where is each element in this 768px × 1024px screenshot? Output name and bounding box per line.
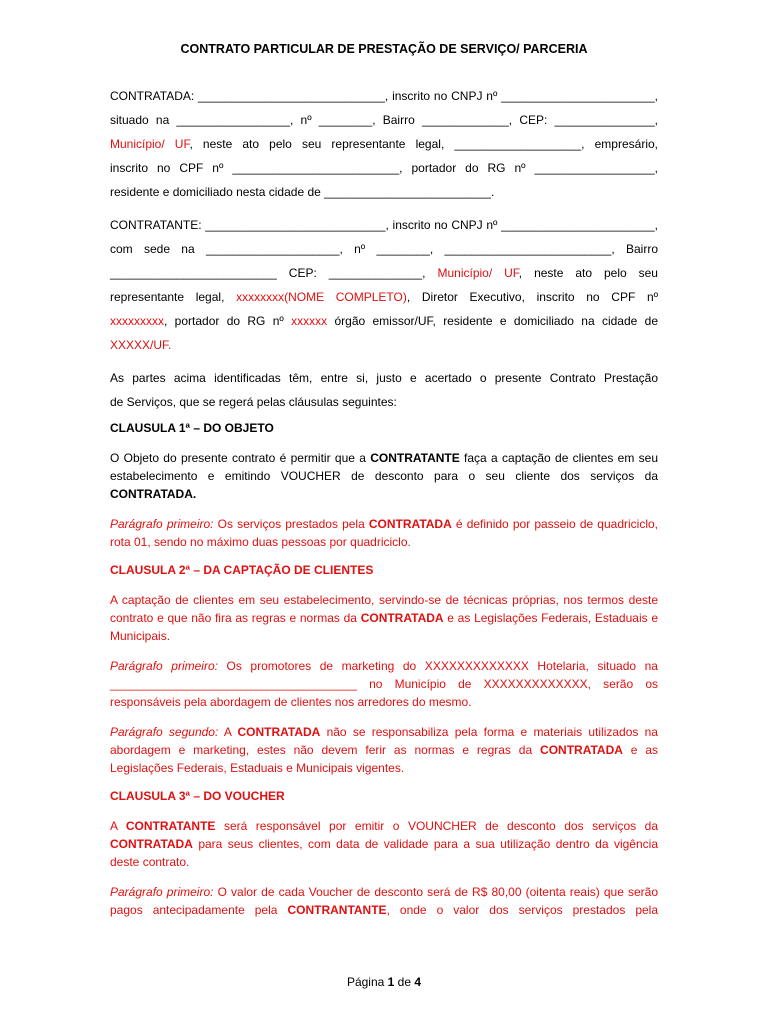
clause-2-par2-label: Parágrafo segundo: — [110, 725, 219, 739]
page-number-middle: de — [394, 975, 415, 989]
contratante-line-5 — [110, 309, 658, 333]
clause-1-paragraph — [110, 449, 658, 503]
clause-3-text-c: será responsável por emitir o VOUNCHER de desconto dos serviços da — [215, 819, 658, 833]
clause-3-par1-label: Parágrafo primeiro: — [110, 885, 214, 899]
clause-1-text-c: faça a captação de clientes em seu estabelecimento e emitindo VOUCHER de desconto para o seu cliente dos serviços da — [110, 451, 658, 483]
contratante-line-3-a: _________________________ CEP: ______________, — [110, 266, 438, 280]
document-body — [110, 84, 658, 919]
contratante-line-6 — [110, 333, 658, 357]
contratada-block — [110, 84, 658, 204]
intro-line-1: As partes acima identificadas têm, entre si, justo e acertado o presente Contrato Prestação — [110, 371, 658, 385]
contratante-rg: xxxxxx — [291, 314, 328, 328]
clause-3-text-e: para seus clientes, com data de validade para a sua utilização dentro da vigência deste contrato. — [110, 837, 658, 869]
clause-3-par1-contrantante: CONTRANTANTE — [287, 903, 387, 917]
clause-1-par1-a: Os serviços prestados pela — [213, 517, 369, 531]
contratante-nome: xxxxxxxx(NOME COMPLETO) — [236, 290, 407, 304]
contratante-line-3 — [110, 261, 658, 285]
clause-3-par1-c: , onde o valor dos serviços prestados pela — [386, 903, 659, 917]
contratante-cpf: xxxxxxxxx — [110, 314, 164, 328]
clause-2-text-a: A captação de clientes em seu estabelecimento, servindo-se de técnicas próprias, nos termos deste contrato e que não fira as regras e normas da — [110, 593, 658, 625]
intro-line-2: de Serviços, que se regerá pelas cláusulas seguintes: — [110, 395, 397, 409]
contratante-line-4-a: representante legal, — [110, 290, 237, 304]
clause-1-par1-c: é definido por passeio de quadriciclo, rota 01, sendo no máximo duas pessoas por quadriciclo. — [110, 517, 658, 549]
clause-2-heading: CLAUSULA 2ª – DA CAPTAÇÃO DE CLIENTES — [110, 563, 374, 577]
clause-3-paragraph — [110, 817, 658, 871]
clause-2-par2-e: e as Legislações Federais, Estaduais e Municipais vigentes. — [110, 743, 659, 775]
page-number-current: 1 — [387, 975, 395, 989]
contratada-line-2: situado na _________________, nº ________, Bairro _____________, CEP: _______________, — [110, 113, 658, 127]
document-title: CONTRATO PARTICULAR DE PRESTAÇÃO DE SERVIÇO/ PARCERIA — [180, 42, 588, 56]
clause-3-par1-a: O valor de cada Voucher de desconto será de R$ 80,00 (oitenta reais) que serão pagos antecipadamente pela — [110, 885, 658, 917]
clause-2-par1-b: _____________________________________ no Município de XXXXXXXXXXXXX, serão os responsáveis pela abordagem de clientes nos arredores do mesmo. — [110, 677, 658, 709]
contratante-block — [110, 213, 658, 357]
contratada-line-3 — [110, 132, 658, 156]
contratante-line-3-b: , neste ato pelo seu — [518, 266, 658, 280]
page-number-total: 4 — [414, 975, 422, 989]
clause-2-paragraph-first — [110, 657, 658, 711]
contratante-line-2: com sede na ____________________, nº ________, _________________________, Bairro — [110, 242, 658, 256]
intro-block — [110, 366, 658, 414]
clause-3-contratada: CONTRATADA — [110, 837, 193, 851]
clause-1-par1-contratada: CONTRATADA — [368, 517, 452, 531]
page-number-prefix: Página — [346, 975, 388, 989]
clause-3-text-a: A — [110, 819, 126, 833]
clause-3-heading: CLAUSULA 3ª – DO VOUCHER — [110, 789, 285, 803]
clause-2-par1-a: Os promotores de marketing do XXXXXXXXXXXXX Hotelaria, situado na — [217, 659, 658, 673]
clause-1-paragraph-first — [110, 515, 658, 551]
contratante-line-1: CONTRATANTE: ___________________________, inscrito no CNPJ nº _______________________, — [110, 218, 658, 232]
clause-1-text-a: O Objeto do presente contrato é permitir que a — [110, 451, 371, 465]
contratante-municipio: Município/ UF — [437, 266, 519, 280]
clause-2-contratada: CONTRATADA — [360, 611, 444, 625]
contratante-line-4-b: , Diretor Executivo, inscrito no CPF nº — [406, 290, 659, 304]
clause-2-par1-label: Parágrafo primeiro: — [110, 659, 218, 673]
clause-2-par2-contratada-1: CONTRATADA — [237, 725, 321, 739]
contratada-line-1: CONTRATADA: ____________________________, inscrito no CNPJ nº _______________________, — [110, 89, 658, 103]
contratante-line-5-a: , portador do RG nº — [164, 314, 292, 328]
clause-3-contratante: CONTRATANTE — [125, 819, 216, 833]
contratante-line-4 — [110, 285, 658, 309]
clause-3-paragraph-first — [110, 883, 658, 919]
contratada-line-3-rest: , neste ato pelo seu representante legal, ___________________, empresário, — [189, 137, 658, 151]
contratante-cidade: XXXXX/UF. — [110, 338, 172, 352]
clause-1-contratada: CONTRATADA. — [110, 487, 197, 501]
clause-2-paragraph — [110, 591, 658, 645]
clause-2-text-c: e as Legislações Federais, Estaduais e Municipais. — [110, 611, 659, 643]
clause-1-par1-label: Parágrafo primeiro: — [110, 517, 214, 531]
clause-2-par2-contratada-2: CONTRATADA — [540, 743, 623, 757]
contratada-line-4: inscrito no CPF nº _________________________, portador do RG nº __________________, — [110, 161, 658, 175]
contratada-municipio: Município/ UF — [110, 137, 190, 151]
contratada-line-5: residente e domiciliado nesta cidade de _________________________. — [110, 185, 495, 199]
page-number — [0, 975, 768, 989]
contratante-line-5-b: órgão emissor/UF, residente e domiciliado na cidade de — [327, 314, 659, 328]
clause-2-par2-a: A — [218, 725, 238, 739]
clause-1-heading: CLAUSULA 1ª – DO OBJETO — [110, 421, 274, 435]
clause-2-paragraph-second — [110, 723, 658, 777]
clause-2-par2-c: não se responsabiliza pela forma e materiais utilizados na abordagem e marketing, estes não devem ferir as normas e regras da — [110, 725, 658, 757]
clause-1-contratante: CONTRATANTE — [370, 451, 460, 465]
